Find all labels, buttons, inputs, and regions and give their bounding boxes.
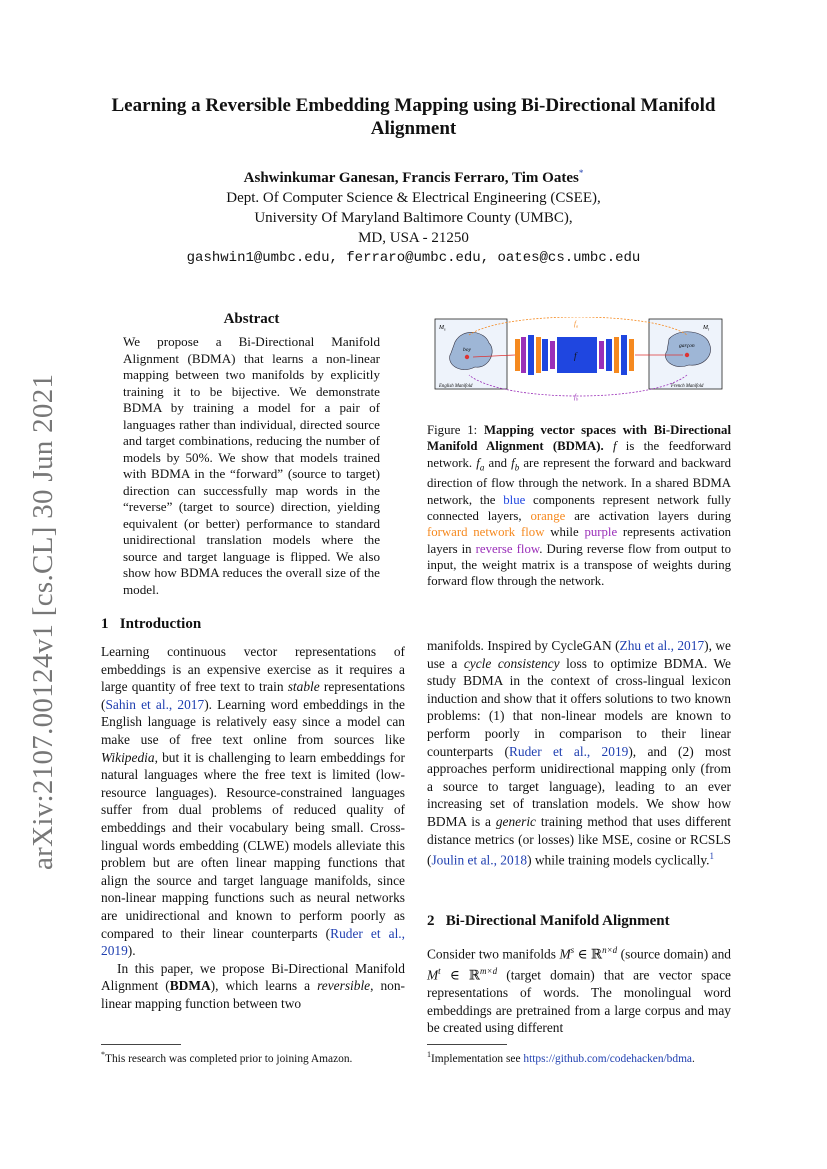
footnote-rule-right <box>427 1044 507 1045</box>
layer-fc <box>621 335 627 375</box>
layer-activation-reverse <box>521 337 526 373</box>
figure-1-caption <box>427 422 731 590</box>
intro-left-column <box>101 643 405 1012</box>
caption-purple-word: purple <box>584 525 618 540</box>
f-label: f <box>574 351 577 361</box>
arxiv-stamp: arXiv:2107.00124v1 [cs.CL] 30 Jun 2021 <box>27 373 59 870</box>
affiliation-location: MD, USA - 21250 <box>358 230 469 246</box>
caption-text: while <box>550 525 579 540</box>
layer-core <box>557 337 597 373</box>
section-2-heading: 2 Bi-Directional Manifold Alignment <box>427 913 670 929</box>
caption-text: . During reverse flow from output to input, the weight matrix is a transpose of weights during forward flow through the network. <box>427 541 731 589</box>
layer-fc <box>606 339 612 371</box>
intro-paragraph-2-cont: manifolds. Inspired by CycleGAN (Zhu et al., 2017), we use a cycle consistency loss to optimize BDMA. We study BDMA in the context of cross-lingual lexicon induction and show that it offers solutions to two known problems: (1) that non-linear models are known to perform poorly in comparison to their linear counterparts (Ruder et al., 2019), and (2) most approaches perform unidirectional mapping only (from a source to target language), leading to an ever increasing set of translation models. We show how BDMA is a generic training method that uses different distance metrics (or losses) like MSE, cosine or RCSLS (Joulin et al., 2018) while training models cyclically.$^1$ <box>427 638 732 868</box>
label-ms: $M_s$ <box>439 325 446 332</box>
affiliation-dept: Dept. Of Computer Science & Electrical Engineering (CSEE), <box>226 190 601 206</box>
intro-paragraph-1: Learning continuous vector representations of embeddings is an expensive exercise as it requires a large quantity of free text to train stable representations (Sahin et al., 2017). Learning word embeddings in the English language is relatively easy since a model can make use of free text online from sources like Wikipedia, but it is challenging to learn embeddings for natural languages where the free text is limited (low-resource languages). Resource-constrained languages suffer from dual problems of reduced quality of embeddings and their vocabulary being small. Cross-lingual words embedding (CLWE) models alleviate this problem but are often linear mapping functions that align the source and target language manifolds, since non-linear mapping functions such as neural networks are unidirectional and known to perform poorly as compared to their linear counterparts (Ruder et al., 2019). <box>101 644 405 959</box>
english-manifold-label: English Manifold <box>439 384 473 389</box>
caption-text: are represent the forward and backward direction of flow through the network. In a shared BDMA network, the <box>427 455 731 507</box>
word-src: boy <box>463 347 471 353</box>
layer-activation <box>614 337 619 373</box>
layer-activation <box>515 339 520 371</box>
caption-reverse-flow: reverse flow <box>475 541 540 556</box>
caption-text: is the feedforward network. <box>427 439 732 470</box>
author-footnote-marker[interactable]: * <box>578 168 584 178</box>
author-emails: gashwin1@umbc.edu, ferraro@umbc.edu, oates@cs.umbc.edu <box>186 250 641 266</box>
caption-text: components represent network fully connected layers, <box>427 492 732 524</box>
layer-activation-reverse <box>599 341 604 369</box>
paper-title: Learning a Reversible Embedding Mapping using Bi-Directional Manifold Alignment <box>111 95 716 139</box>
abstract-text: We propose a Bi-Directional Manifold Alignment (BDMA) that learns a non-linear mapping between two manifolds by explicitly training it to be bijective. We demonstrate BDMA by training a model for a pair of languages rather than individual, directed source and target combinations, reducing the number of models by 50%. We show that models trained with BDMA in the “forward” (source to target) direction can successfully map words in the “reverse” (target to source) direction, yielding equivalent (or better) performance to standard unidirectional translation models where the source and target language is flipped. We also show how BDMA reduces the overall size of the model. <box>123 334 380 597</box>
caption-blue-word: blue <box>503 492 526 507</box>
caption-text: represents activation layers in <box>427 525 732 556</box>
footnote-rule-left <box>101 1044 181 1045</box>
intro-paragraph-2: In this paper, we propose Bi-Directional Manifold Alignment (BDMA), which learns a reversible, non-linear mapping function between two <box>101 960 405 1011</box>
caption-forward-flow: forward network flow <box>427 525 545 540</box>
abstract-heading: Abstract <box>223 311 280 327</box>
cite-zhu[interactable]: Zhu et al., 2017 <box>619 638 705 653</box>
footnote-right: $^1$Implementation see https://github.com/codehacken/bdma. <box>427 1050 695 1065</box>
cite-sahin[interactable]: Sahin et al., 2017 <box>105 696 205 712</box>
layer-activation <box>629 339 634 371</box>
caption-fb: $f_b$ <box>511 455 520 473</box>
label-mt: $M_t$ <box>703 325 710 332</box>
fa-label: $f_a$ <box>574 320 579 329</box>
caption-label: Figure 1: <box>427 423 478 437</box>
cite-joulin[interactable]: Joulin et al., 2018 <box>431 852 528 868</box>
caption-text: and <box>488 455 507 470</box>
layer-fc <box>528 335 534 375</box>
affiliation-university: University Of Maryland Baltimore County (UMBC), <box>254 210 573 226</box>
caption-fa: $f_a$ <box>476 455 485 473</box>
cite-ruder-2[interactable]: Ruder et al., 2019 <box>508 743 629 759</box>
layer-activation-reverse <box>550 341 555 369</box>
layer-fc <box>542 339 548 371</box>
word-tgt: garçon <box>679 343 695 349</box>
layer-activation <box>536 337 541 373</box>
intro-right-column <box>427 637 731 869</box>
repo-link[interactable]: https://github.com/codehacken/bdma <box>523 1052 692 1065</box>
caption-orange-word: orange <box>530 509 566 524</box>
caption-bold: Mapping vector spaces with Bi-Directional Manifold Alignment (BDMA). <box>427 423 731 454</box>
source-word-point <box>465 355 469 359</box>
cite-ruder[interactable]: Ruder et al., 2019 <box>101 925 405 959</box>
section-1-heading: 1 Introduction <box>101 616 202 632</box>
caption-text: are activation layers during <box>574 509 732 524</box>
fb-label: $f_b$ <box>574 393 579 402</box>
author-block <box>80 163 747 268</box>
french-manifold-blob <box>665 332 710 367</box>
target-word-point <box>685 353 689 357</box>
author-names: Ashwinkumar Ganesan, Francis Ferraro, Tim Oates <box>243 170 579 186</box>
footnote-left: *This research was completed prior to joining Amazon. <box>101 1050 353 1065</box>
caption-f: f <box>612 439 617 454</box>
section-2-text: Consider two manifolds $M^s$ ∈ ℝ$^{n\times d}$ (source domain) and $M^t$ ∈ ℝ$^{m\times d}$ (target domain) that are vector space representations of words. The monolingual word embeddings are pretrained from a large corpus and may be created using different <box>427 945 731 1036</box>
french-manifold-label: French Manifold <box>671 384 704 389</box>
figure-1-diagram <box>433 317 725 402</box>
footnote-1-marker[interactable]: 1 <box>709 851 715 862</box>
